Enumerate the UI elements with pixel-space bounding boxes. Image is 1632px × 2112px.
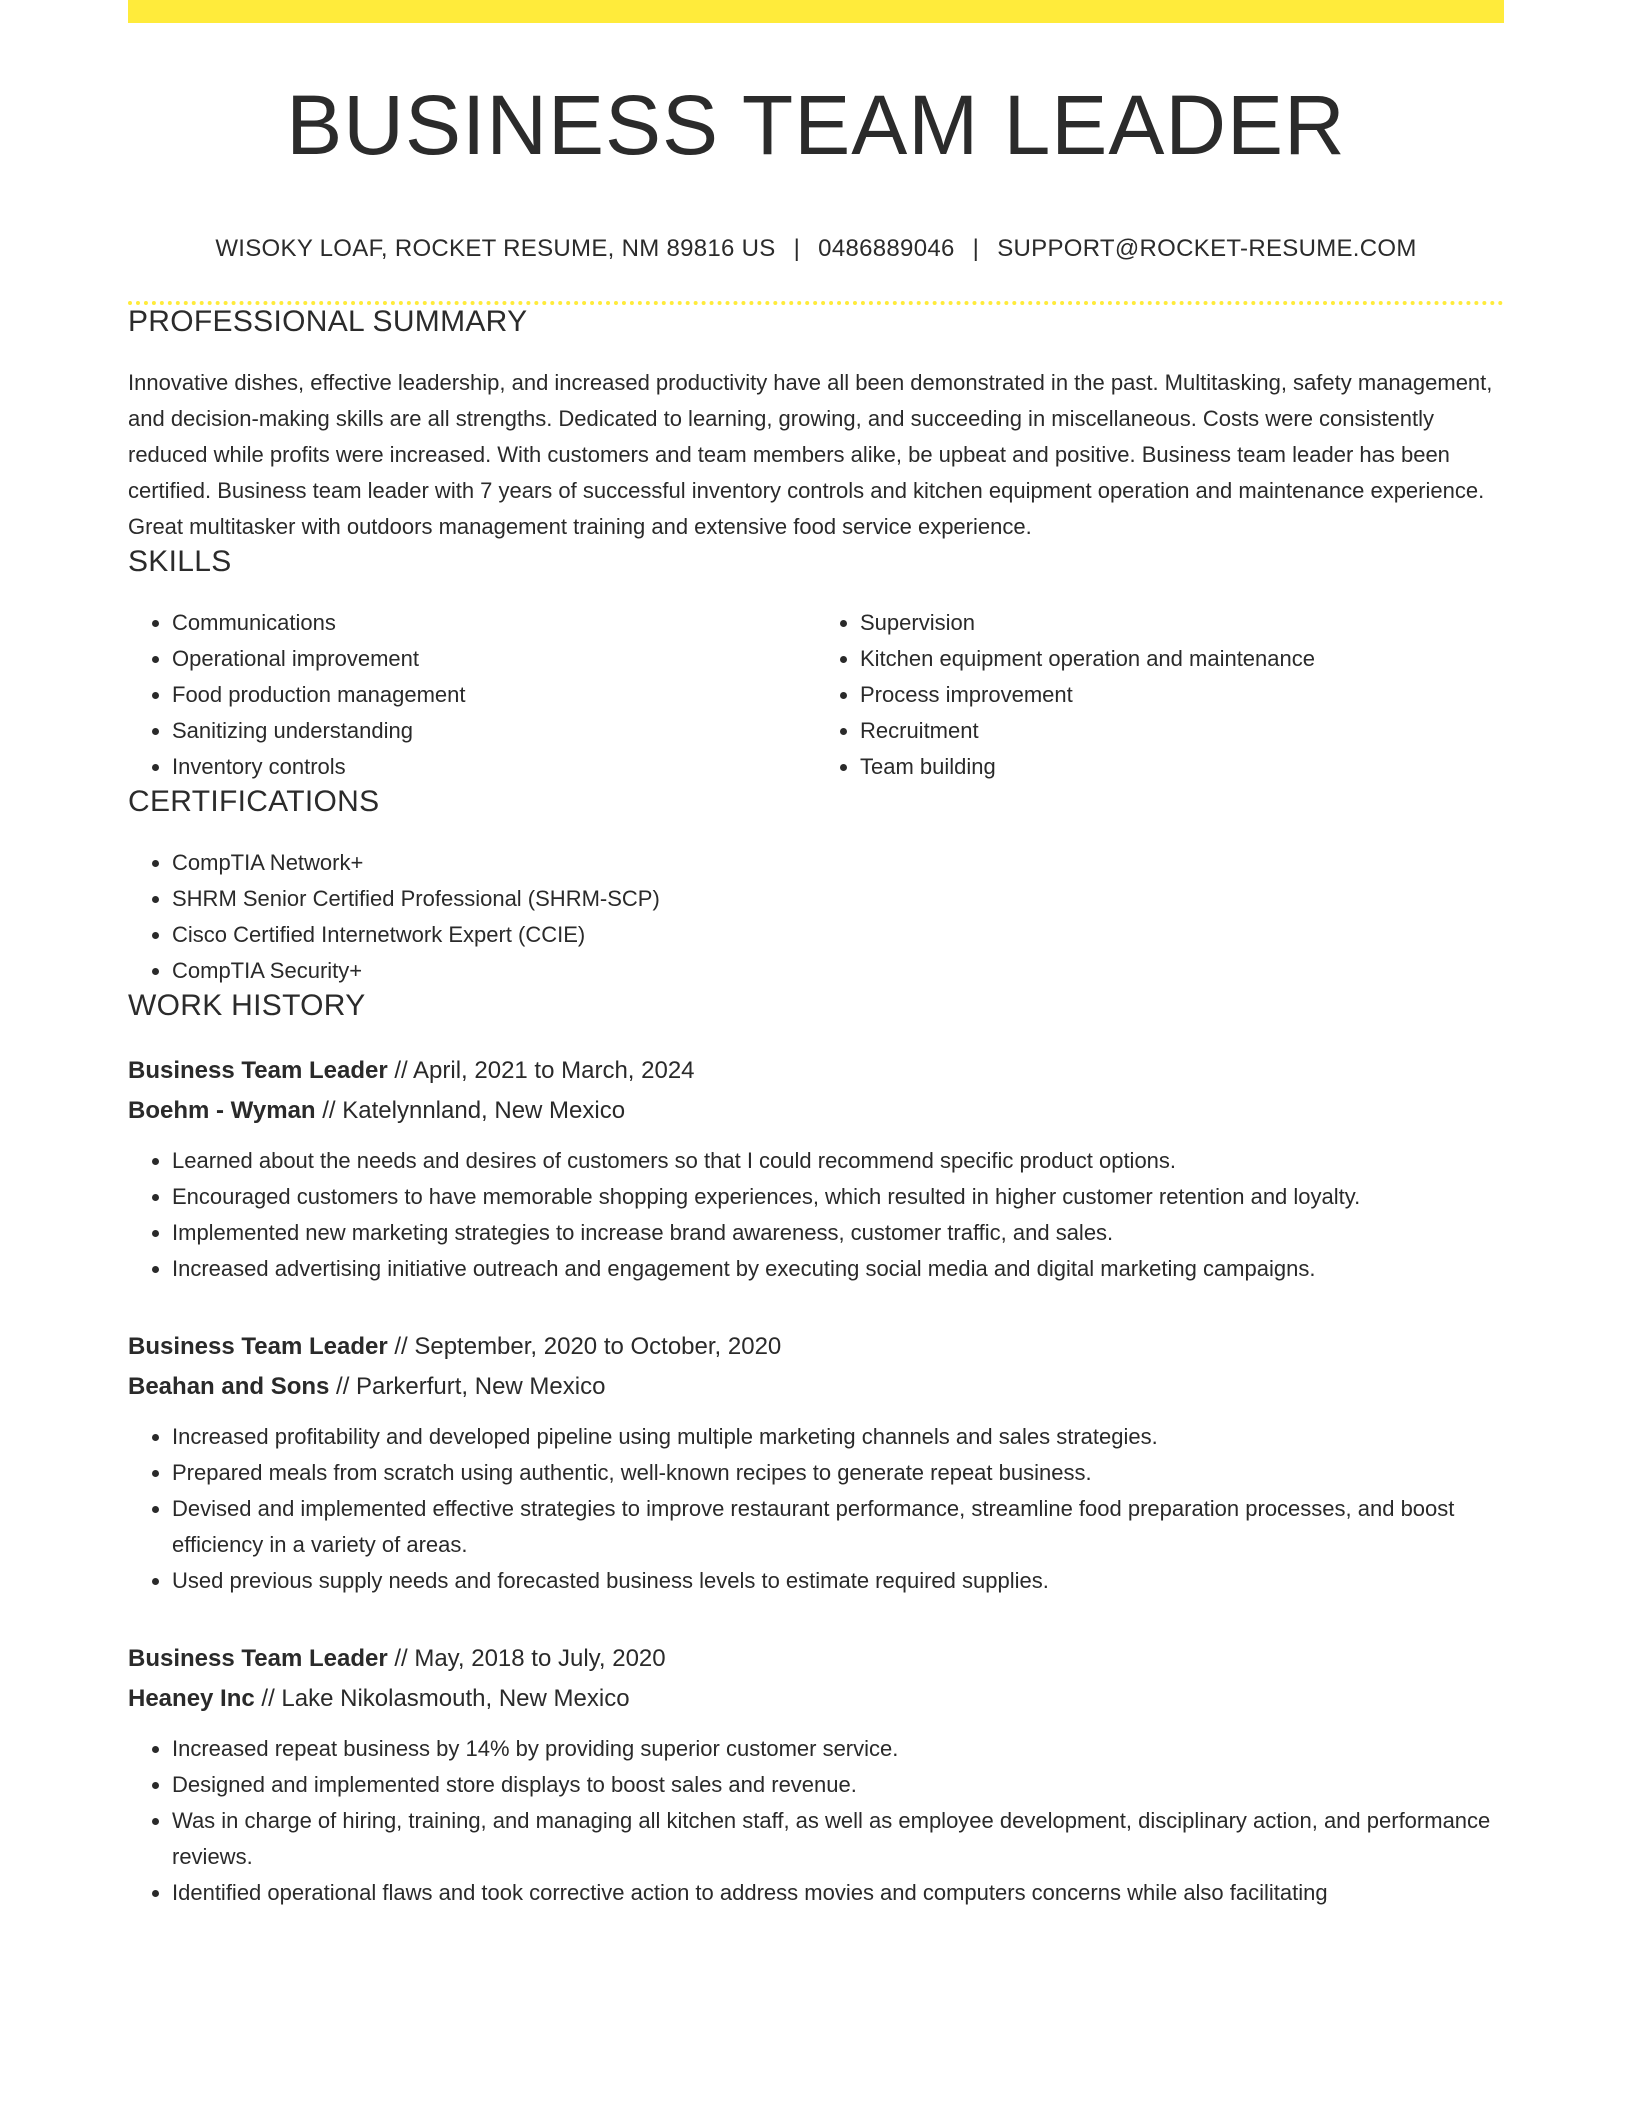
contact-separator: | (972, 235, 980, 262)
certifications-list (128, 845, 1504, 989)
job-entry (128, 1051, 1504, 1287)
job-bullet: • Devised and implemented effective strategies to improve restaurant performance, streamline food preparation processes, and boost efficiency in a variety of areas. (172, 1491, 1504, 1563)
skills-list-right (816, 605, 1504, 785)
certification-item: • Cisco Certified Internetwork Expert (CCIE) (172, 917, 1504, 953)
summary-heading: PROFESSIONAL SUMMARY (128, 305, 528, 338)
certification-item: • SHRM Senior Certified Professional (SHRM-SCP) (172, 881, 1504, 917)
job-entry (128, 1639, 1504, 1911)
resume-page (128, 0, 1504, 1911)
job-entry (128, 1327, 1504, 1599)
skills-list-left (128, 605, 816, 785)
job-bullet: • Encouraged customers to have memorable shopping experiences, which resulted in higher customer retention and loyalty. (172, 1179, 1504, 1215)
job-title-line (128, 1051, 1504, 1091)
certification-item: • CompTIA Security+ (172, 953, 1504, 989)
job-bullet: • Increased advertising initiative outreach and engagement by executing social media and digital marketing campaigns. (172, 1251, 1504, 1287)
contact-separator: | (793, 235, 801, 262)
summary-text: Innovative dishes, effective leadership, and increased productivity have all been demonstrated in the past. Multitasking, safety management, and decision-making skills are all strengths. Dedicated to learning, growing, and succeeding in miscellaneous. Costs were consistently reduced while profits were increased. With customers and team members alike, be upbeat and positive. Business team leader has been certified. Business team leader with 7 years of successful inventory controls and kitchen equipment operation and maintenance experience. Great multitasker with outdoors management training and extensive food service experience. (128, 370, 1493, 539)
job-company-line (128, 1091, 1504, 1131)
job-dates: // April, 2021 to March, 2024 (387, 1057, 695, 1084)
contact-phone: 0486889046 (818, 235, 955, 262)
skills-columns (128, 605, 1504, 785)
contact-email[interactable]: SUPPORT@ROCKET-RESUME.COM (997, 235, 1417, 262)
job-bullet: • Prepared meals from scratch using authentic, well-known recipes to generate repeat business. (172, 1455, 1504, 1491)
job-company: Boehm - Wyman (128, 1097, 316, 1124)
job-bullets (128, 1419, 1504, 1599)
job-bullet: • Increased repeat business by 14% by providing superior customer service. (172, 1731, 1504, 1767)
skill-item: • Communications (172, 605, 816, 641)
job-bullets (128, 1143, 1504, 1287)
skill-item: • Recruitment (860, 713, 1504, 749)
job-title: Business Team Leader (128, 1645, 388, 1672)
job-bullet: • Used previous supply needs and forecasted business levels to estimate required supplies. (172, 1563, 1504, 1599)
job-company: Beahan and Sons (128, 1373, 330, 1400)
skill-item: • Process improvement (860, 677, 1504, 713)
job-bullet: • Was in charge of hiring, training, and managing all kitchen staff, as well as employee development, disciplinary action, and performance reviews. (172, 1803, 1504, 1875)
job-location: // Lake Nikolasmouth, New Mexico (254, 1685, 630, 1712)
job-bullet: • Implemented new marketing strategies to increase brand awareness, customer traffic, and sales. (172, 1215, 1504, 1251)
job-dates: // September, 2020 to October, 2020 (387, 1333, 782, 1360)
job-dates: // May, 2018 to July, 2020 (387, 1645, 666, 1672)
contact-address: WISOKY LOAF, ROCKET RESUME, NM 89816 US (215, 235, 776, 262)
certifications-heading: CERTIFICATIONS (128, 785, 380, 818)
job-location: // Parkerfurt, New Mexico (329, 1373, 606, 1400)
work-history-heading: WORK HISTORY (128, 989, 366, 1022)
skill-item: • Sanitizing understanding (172, 713, 816, 749)
skill-item: • Kitchen equipment operation and maintenance (860, 641, 1504, 677)
job-company-line (128, 1679, 1504, 1719)
job-location: // Katelynnland, New Mexico (315, 1097, 626, 1124)
skill-item: • Supervision (860, 605, 1504, 641)
job-title-line (128, 1327, 1504, 1367)
job-title: Business Team Leader (128, 1333, 388, 1360)
skill-item: • Food production management (172, 677, 816, 713)
skill-item: • Team building (860, 749, 1504, 785)
job-title: Business Team Leader (128, 1057, 388, 1084)
job-bullets (128, 1731, 1504, 1911)
job-bullet: • Identified operational flaws and took corrective action to address movies and computers concerns while also facilitating (172, 1875, 1504, 1911)
skill-item: • Operational improvement (172, 641, 816, 677)
resume-title: BUSINESS TEAM LEADER (286, 78, 1346, 172)
skills-heading: SKILLS (128, 545, 232, 578)
job-title-line (128, 1639, 1504, 1679)
skill-item: • Inventory controls (172, 749, 816, 785)
accent-top-bar (128, 0, 1504, 23)
certification-item: • CompTIA Network+ (172, 845, 1504, 881)
job-bullet: • Learned about the needs and desires of customers so that I could recommend specific product options. (172, 1143, 1504, 1179)
contact-line (128, 235, 1504, 263)
job-bullet: • Designed and implemented store displays to boost sales and revenue. (172, 1767, 1504, 1803)
job-bullet: • Increased profitability and developed pipeline using multiple marketing channels and sales strategies. (172, 1419, 1504, 1455)
job-company-line (128, 1367, 1504, 1407)
job-company: Heaney Inc (128, 1685, 255, 1712)
